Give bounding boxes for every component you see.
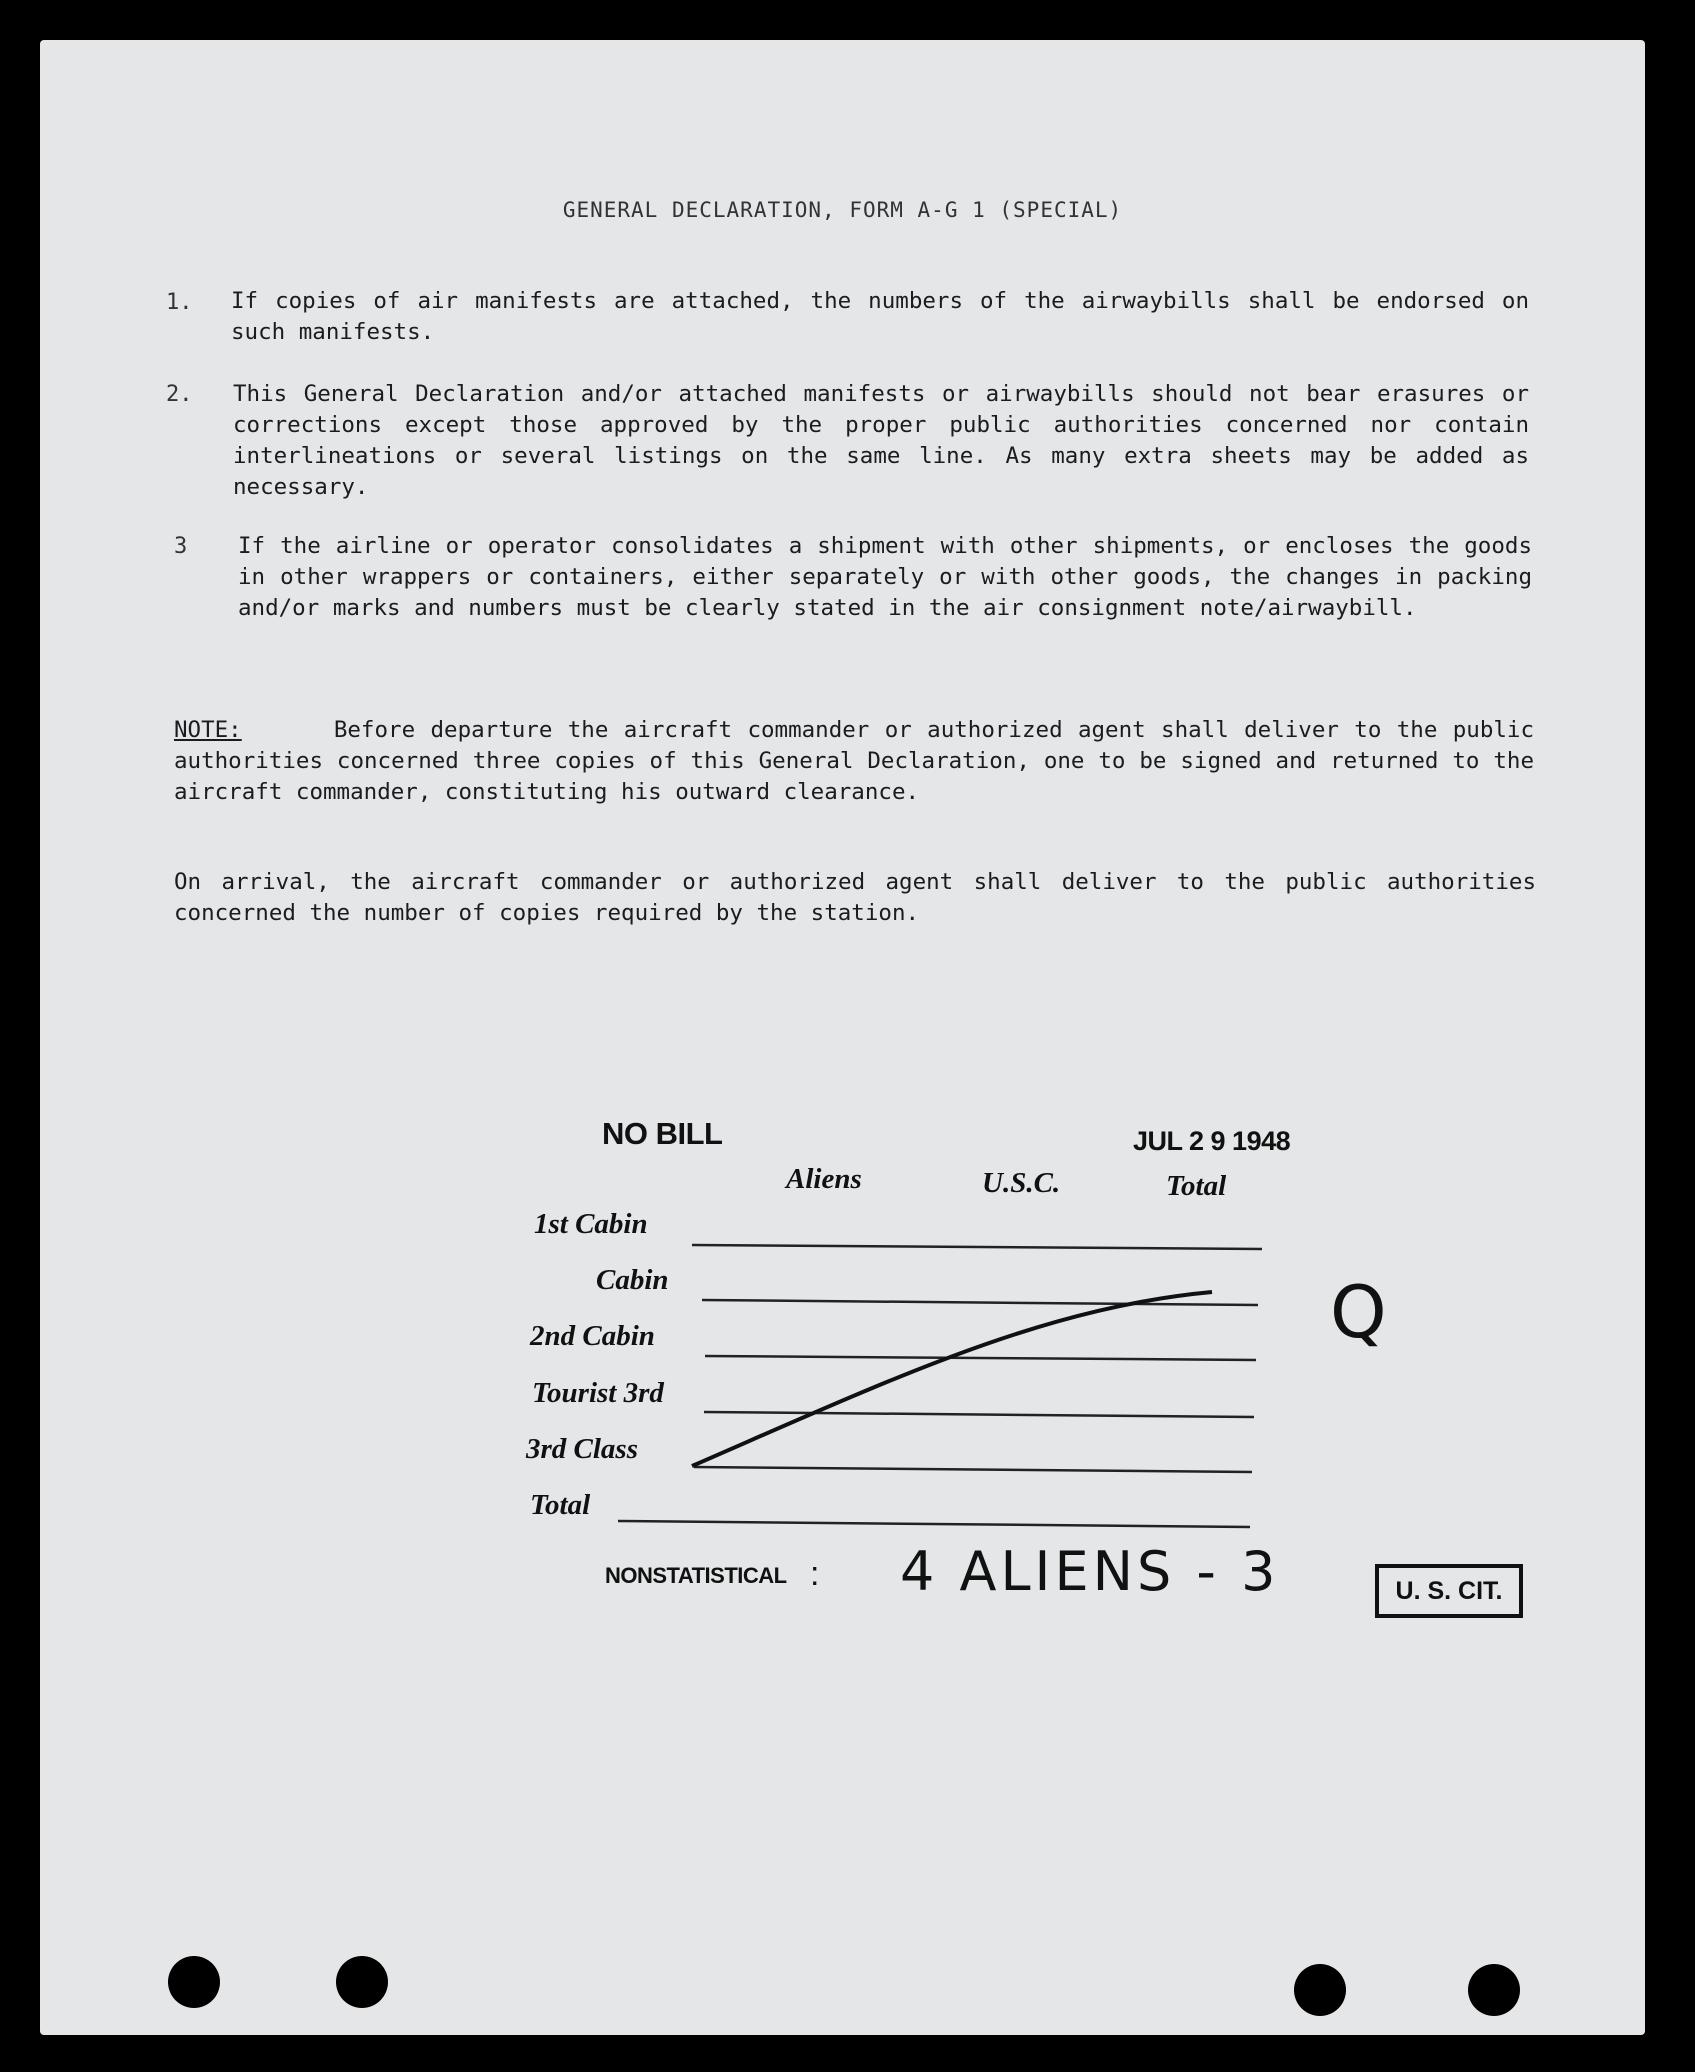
nonstatistical-stamp: NONSTATISTICAL <box>605 1563 787 1588</box>
note-label: NOTE: <box>174 717 242 743</box>
punch-hole <box>1468 1964 1520 2016</box>
row-tourist-third: Tourist 3rd <box>532 1377 664 1409</box>
column-aliens: Aliens <box>786 1163 862 1195</box>
row-third-class: 3rd Class <box>526 1433 639 1465</box>
document-page <box>40 40 1645 2035</box>
item-2-text: This General Declaration and/or attached manifests or airwaybills should not bear erasures or corrections except those approved by the proper public authorities concerned nor contain interlineations or several listings on the same line. As many extra sheets may be added as necessary. <box>233 381 1529 500</box>
item-2-number: 2. <box>166 382 193 407</box>
no-bill-stamp: NO BILL <box>602 1116 723 1151</box>
handwritten-mark: Q <box>1330 1270 1391 1354</box>
arrival-paragraph: On arrival, the aircraft commander or authorized agent shall deliver to the public authorities concerned the number of copies required by the station. <box>174 869 1536 926</box>
column-usc: U.S.C. <box>982 1167 1061 1199</box>
punch-hole <box>1294 1964 1346 2016</box>
form-lines <box>40 40 1645 2035</box>
note-text: Before departure the aircraft commander or authorized agent shall deliver to the public authorities concerned three copies of this General Declaration, one to be signed and returned to the aircraft commander, constituting his outward clearance. <box>174 717 1535 805</box>
punch-hole <box>336 1956 388 2008</box>
column-total: Total <box>1166 1170 1227 1202</box>
item-3-text: If the airline or operator consolidates a shipment with other shipments, or encloses the goods in other wrappers or containers, either separately or with other goods, the changes in packing and/or marks and numbers must be clearly stated in the air consignment note/airwaybill. <box>238 533 1532 621</box>
row-cabin: Cabin <box>596 1264 669 1296</box>
date-stamp: JUL 2 9 1948 <box>1133 1126 1291 1156</box>
row-first-cabin: 1st Cabin <box>534 1208 648 1240</box>
us-cit-stamp: U. S. CIT. <box>1375 1564 1523 1618</box>
item-3-number: 3 <box>174 534 188 559</box>
handwritten-aliens-note: 4 ALIENS - 3 <box>900 1540 1280 1603</box>
stamp-colon: : <box>810 1555 819 1593</box>
page-title: GENERAL DECLARATION, FORM A-G 1 (SPECIAL) <box>562 198 1123 222</box>
item-1-text: If copies of air manifests are attached, the numbers of the airwaybills shall be endorsed on such manifests. <box>231 288 1529 345</box>
item-1-number: 1. <box>166 290 193 315</box>
punch-hole <box>168 1956 220 2008</box>
row-total: Total <box>530 1489 591 1521</box>
row-second-cabin: 2nd Cabin <box>530 1320 655 1352</box>
